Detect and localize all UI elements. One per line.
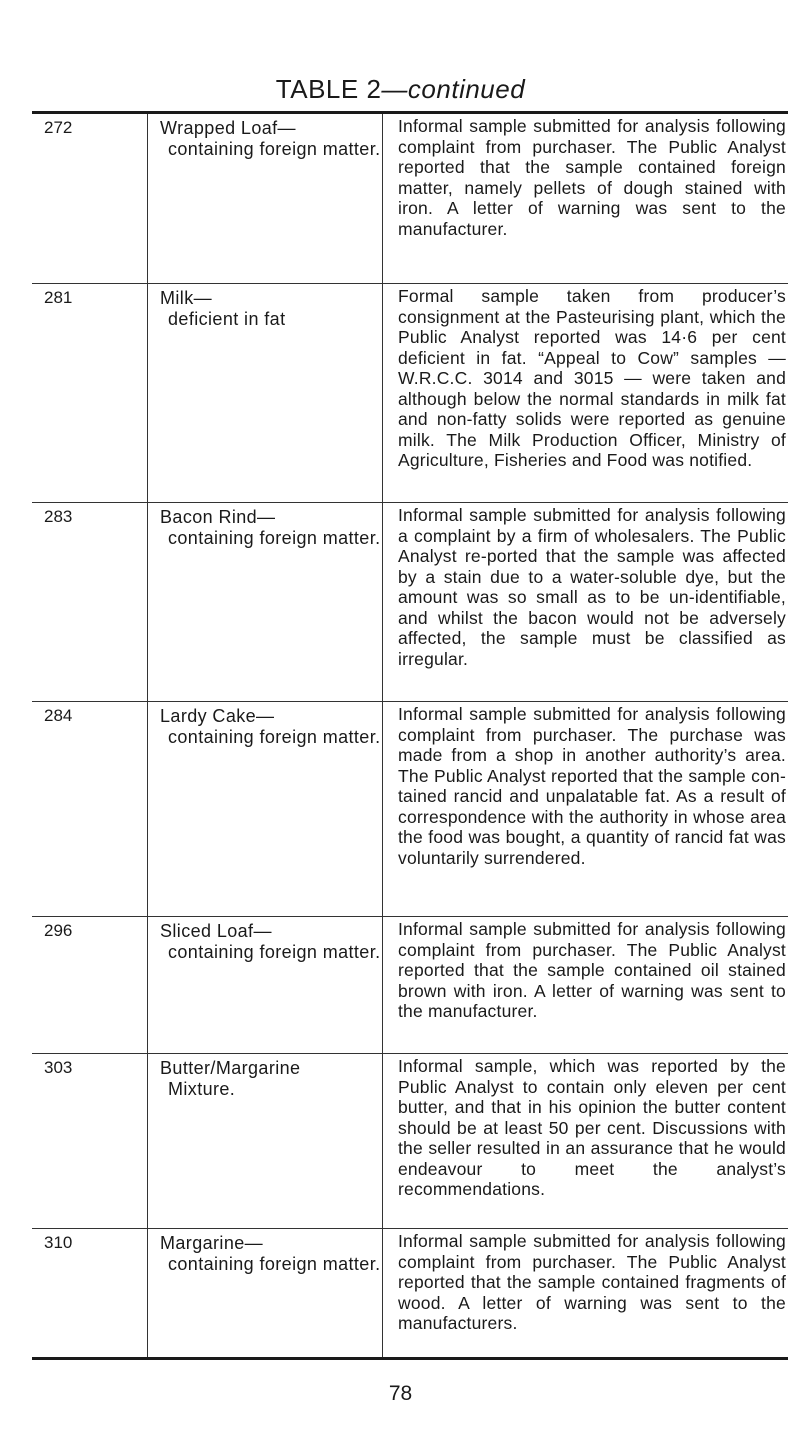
continued-label: —continued: [381, 74, 526, 104]
table-row: [32, 503, 788, 702]
item-description: containing foreign matter.: [168, 1254, 381, 1274]
sample-number: 296: [32, 917, 148, 1053]
table-row: [32, 702, 788, 917]
item-name: Margarine—: [160, 1233, 264, 1253]
item-name: Sliced Loaf—: [160, 921, 272, 941]
table-row: [32, 1229, 788, 1357]
item-description: containing foreign matter.: [168, 942, 381, 962]
sample-details: Informal sample submitted for analysis following a complaint by a firm of wholesalers. The Public Analyst re-ported that the sample was affected by a stain due to a water-soluble dye, but the amount was so small as to be un-identifiable, and whilst the bacon would not be adversely affected, the sample must be classified as irregular.: [398, 505, 786, 669]
item-name: Milk—: [160, 288, 212, 308]
sample-details: Formal sample taken from producer’s consignment at the Pasteurising plant, which the Public Analyst reported was 14·6 per cent deficient in fat. “Appeal to Cow” samples — W.R.C.C. 3014 and 3015 — were taken and although below the normal standards in milk fat and non-fatty solids were reported as genuine milk. The Milk Production Officer, Ministry of Agriculture, Fisheries and Food was notified.: [398, 286, 786, 470]
item-name: Wrapped Loaf—: [160, 118, 296, 138]
sample-item: [148, 114, 383, 283]
sample-details: Informal sample, which was reported by the Public Analyst to contain only eleven per cent butter, and that in his opinion the butter content should be at least 50 per cent. Discussions with the seller resulted in an assurance that he would endeavour to meet the analyst’s recommendations.: [398, 1056, 786, 1199]
sample-details: Informal sample submitted for analysis following complaint from purchaser. The purchase was made from a shop in another authority’s area. The Public Analyst reported that the sample con-tained rancid and unpalatable fat. As a result of correspondence with the authority in whose area the food was bought, a quantity of rancid fat was voluntarily surrendered.: [398, 704, 786, 868]
sample-item: [148, 702, 383, 916]
sample-item: [148, 917, 383, 1053]
sample-number: 310: [32, 1229, 148, 1357]
page-title: [0, 74, 801, 105]
sample-number: 283: [32, 503, 148, 701]
item-name: Lardy Cake—: [160, 706, 275, 726]
item-description: containing foreign matter.: [168, 727, 381, 747]
table-row: [32, 1054, 788, 1229]
sample-item: [148, 284, 383, 502]
item-description: deficient in fat: [168, 309, 286, 329]
item-description: containing foreign matter.: [168, 528, 381, 548]
item-name: Bacon Rind—: [160, 507, 276, 527]
samples-table: [32, 111, 788, 1360]
sample-details: Informal sample submitted for analysis following complaint from purchaser. The Public Analyst reported that the sample contained foreign matter, namely pellets of dough stained with iron. A letter of warning was sent to the manufacturer.: [398, 116, 786, 239]
sample-item: [148, 1229, 383, 1357]
sample-number: 284: [32, 702, 148, 916]
sample-details: Informal sample submitted for analysis following complaint from purchaser. The Public Analyst reported that the sample contained oil stained brown with iron. A letter of warning was sent to the manufacturer.: [398, 919, 786, 1021]
table-row: [32, 284, 788, 503]
sample-number: 303: [32, 1054, 148, 1228]
sample-item: [148, 503, 383, 701]
item-name: Butter/Margarine: [160, 1058, 301, 1078]
table-row: [32, 114, 788, 284]
page-number: 78: [388, 1382, 413, 1405]
sample-item: [148, 1054, 383, 1228]
sample-number: 281: [32, 284, 148, 502]
sample-details: Informal sample submitted for analysis following complaint from purchaser. The Public Analyst reported that the sample contained fragments of wood. A letter of warning was sent to the manufacturers.: [398, 1231, 786, 1333]
item-description: containing foreign matter.: [168, 139, 381, 159]
table-row: [32, 917, 788, 1054]
sample-number: 272: [32, 114, 148, 283]
item-description: Mixture.: [168, 1079, 236, 1099]
table-title: TABLE 2: [275, 74, 382, 104]
